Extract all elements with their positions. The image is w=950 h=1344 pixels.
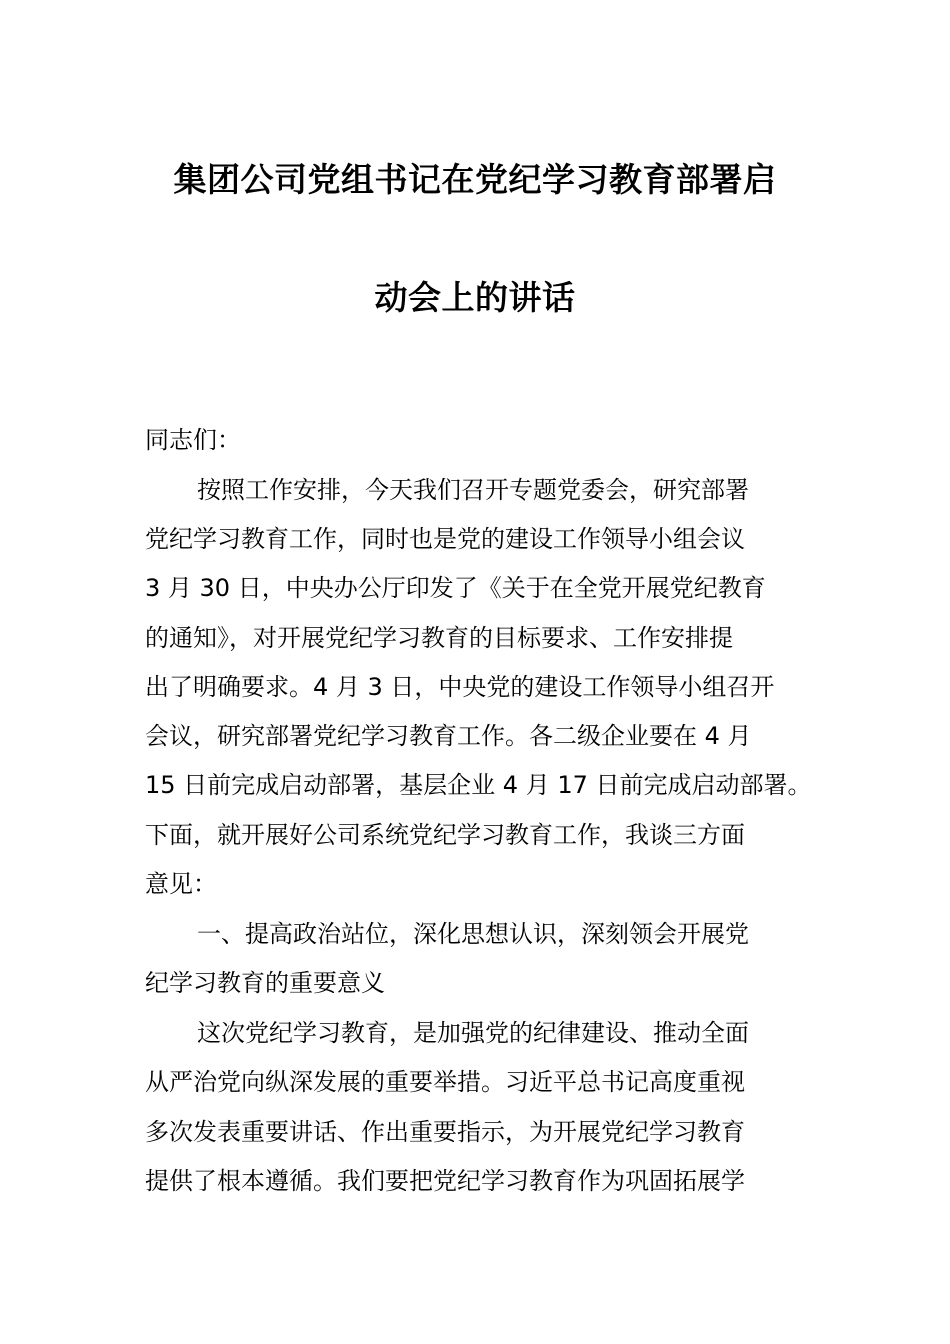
section-heading-line-2: 纪学习教育的重要意义 bbox=[145, 969, 385, 997]
body-line-1: 按照工作安排，今天我们召开专题党委会，研究部署 bbox=[197, 476, 749, 504]
body-line-15: 提供了根本遵循。我们要把党纪学习教育作为巩固拓展学 bbox=[145, 1167, 745, 1195]
body-line-9: 意见： bbox=[145, 870, 217, 898]
body-line-5: 出了明确要求。4 月 3 日，中央党的建设工作领导小组召开 bbox=[145, 673, 775, 701]
body-line-12: 这次党纪学习教育，是加强党的纪律建设、推动全面 bbox=[197, 1019, 749, 1047]
document-title-line-2: 动会上的讲话 bbox=[374, 278, 576, 317]
section-heading-line-1: 一、提高政治站位，深化思想认识，深刻领会开展党 bbox=[197, 920, 749, 948]
body-line-7: 15 日前完成启动部署，基层企业 4 月 17 日前完成启动部署。 bbox=[145, 771, 812, 799]
body-line-4: 的通知》，对开展党纪学习教育的目标要求、工作安排提 bbox=[145, 624, 733, 652]
body-line-8: 下面，就开展好公司系统党纪学习教育工作，我谈三方面 bbox=[145, 821, 745, 849]
document-title-line-1: 集团公司党组书记在党纪学习教育部署启 bbox=[173, 160, 777, 199]
salutation: 同志们： bbox=[145, 426, 241, 454]
body-line-13: 从严治党向纵深发展的重要举措。习近平总书记高度重视 bbox=[145, 1068, 745, 1096]
body-line-2: 党纪学习教育工作，同时也是党的建设工作领导小组会议 bbox=[145, 525, 745, 553]
body-line-3: 3 月 30 日，中央办公厅印发了《关于在全党开展党纪教育 bbox=[145, 574, 766, 602]
body-line-14: 多次发表重要讲话、作出重要指示，为开展党纪学习教育 bbox=[145, 1118, 745, 1146]
body-line-6: 会议，研究部署党纪学习教育工作。各二级企业要在 4 月 bbox=[145, 722, 752, 750]
